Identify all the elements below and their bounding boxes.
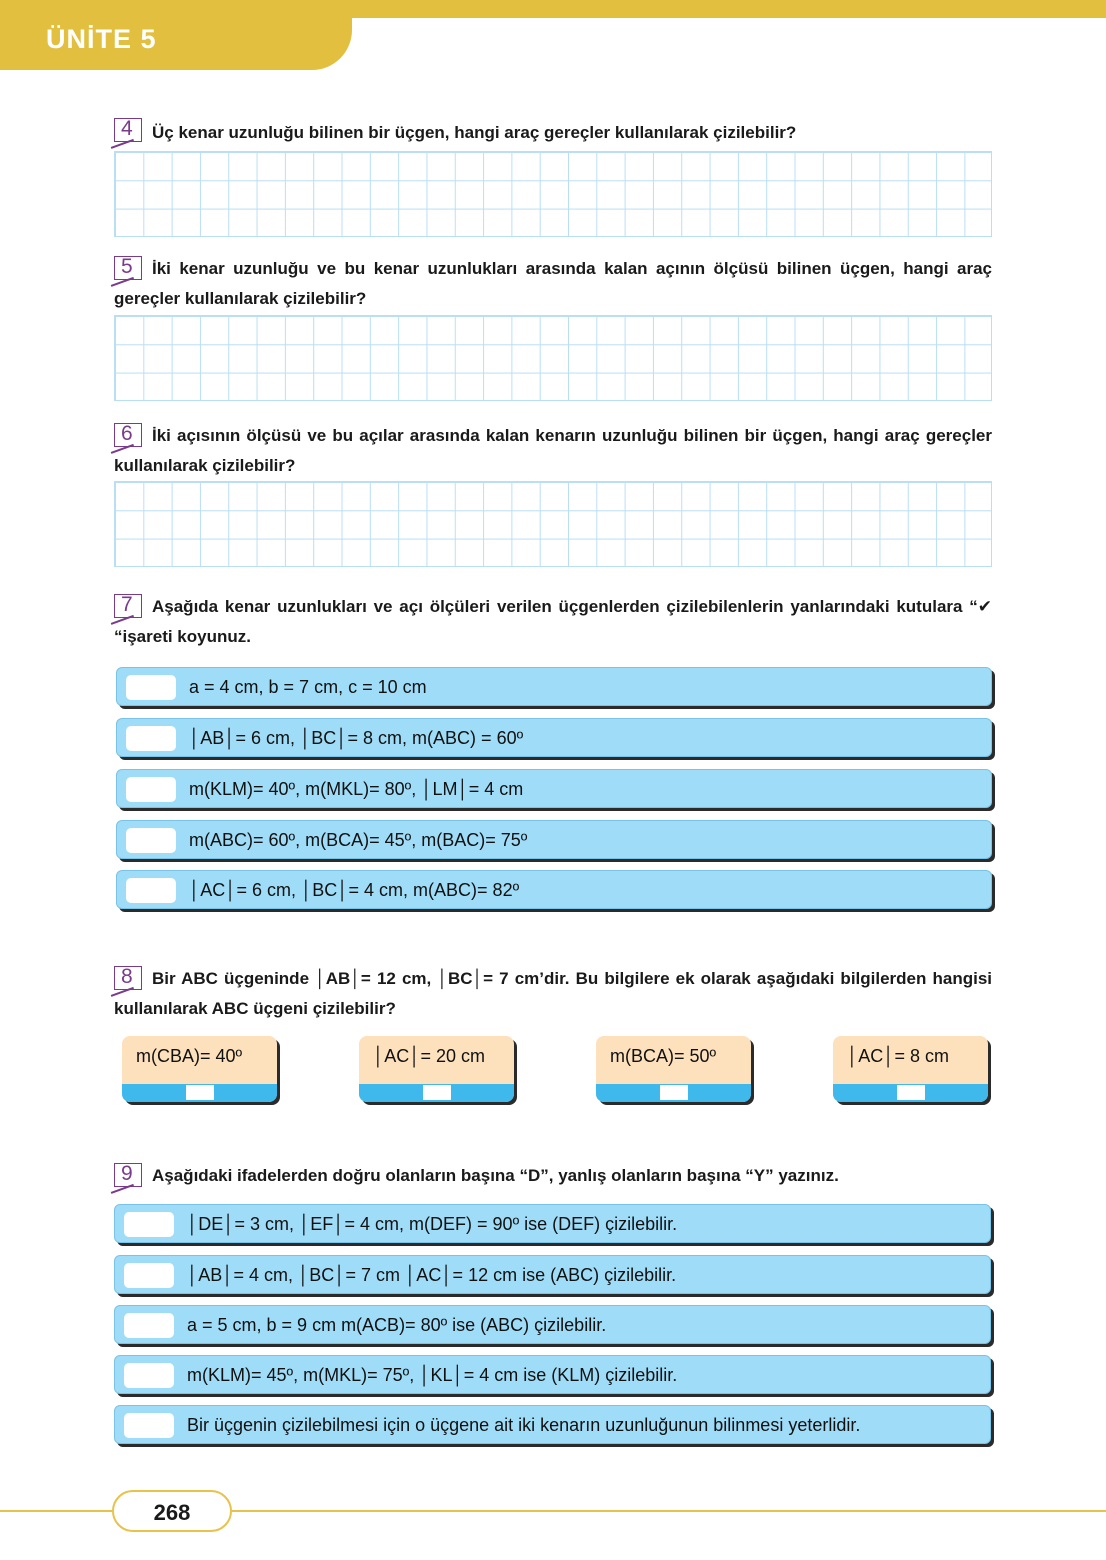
answer-grid-6[interactable] (114, 481, 992, 567)
unit-label: ÜNİTE 5 (46, 24, 157, 54)
checkbox[interactable] (126, 726, 176, 751)
q9-item-2: │AB│= 4 cm, │BC│= 7 cm │AC│= 12 cm ise (ABC) çizilebilir. (114, 1255, 991, 1294)
answer-box[interactable] (124, 1413, 174, 1438)
answer-box[interactable] (124, 1212, 174, 1237)
question-5-text: İki kenar uzunluğu ve bu kenar uzunlukları arasında kalan açının ölçüsü bilinen üçgen, hangi araç gereçler kullanılarak çizilebilir? (114, 259, 992, 308)
question-number-4: 4 (114, 118, 144, 146)
q8-option-4[interactable]: │AC│= 8 cm (833, 1036, 988, 1102)
q9-item-1: │DE│= 3 cm, │EF│= 4 cm, m(DEF) = 90º ise (DEF) çizilebilir. (114, 1204, 991, 1243)
answer-box[interactable] (660, 1085, 688, 1100)
q7-item-3: m(KLM)= 40º, m(MKL)= 80º, │LM│= 4 cm (116, 769, 992, 808)
q8-option-2[interactable]: │AC│= 20 cm (359, 1036, 514, 1102)
q7-item-1: a = 4 cm, b = 7 cm, c = 10 cm (116, 667, 992, 706)
q8-option-3[interactable]: m(BCA)= 50º (596, 1036, 751, 1102)
q9-item-5: Bir üçgenin çizilebilmesi için o üçgene ait iki kenarın uzunluğunun bilinmesi yeterlidir. (114, 1405, 991, 1444)
question-number-7: 7 (114, 594, 144, 622)
unit-tab (0, 0, 352, 70)
page-number-badge (112, 1490, 232, 1532)
answer-box[interactable] (897, 1085, 925, 1100)
q7-item-5: │AC│= 6 cm, │BC│= 4 cm, m(ABC)= 82º (116, 870, 992, 909)
q9-item-3: a = 5 cm, b = 9 cm m(ACB)= 80º ise (ABC) çizilebilir. (114, 1305, 991, 1344)
q8-option-1[interactable]: m(CBA)= 40º (122, 1036, 277, 1102)
question-8-text: Bir ABC üçgeninde │AB│= 12 cm, │BC│= 7 cm’dir. Bu bilgilere ek olarak aşağıdaki bilgilerden hangisi kullanılarak ABC üçgeni çizilebilir? (114, 969, 992, 1018)
q9-item-4: m(KLM)= 45º, m(MKL)= 75º, │KL│= 4 cm ise (KLM) çizilebilir. (114, 1355, 991, 1394)
question-6-text: İki açısının ölçüsü ve bu açılar arasında kalan kenarın uzunluğu bilinen bir üçgen, hangi araç gereçler kullanılarak çizilebilir? (114, 426, 992, 475)
answer-grid-4[interactable] (114, 151, 992, 237)
question-7-text: Aşağıda kenar uzunlukları ve açı ölçüleri verilen üçgenlerden çizilebilenlerin yanlarındaki kutulara “✔ “işareti koyunuz. (114, 597, 992, 646)
question-9-text: Aşağıdaki ifadelerden doğru olanların başına “D”, yanlış olanların başına “Y” yazınız. (152, 1166, 839, 1185)
q7-item-2: │AB│= 6 cm, │BC│= 8 cm, m(ABC) = 60º (116, 718, 992, 757)
answer-box[interactable] (124, 1363, 174, 1388)
answer-box[interactable] (186, 1085, 214, 1100)
question-4-text: Üç kenar uzunluğu bilinen bir üçgen, hangi araç gereçler kullanılarak çizilebilir? (152, 123, 797, 142)
page-number: 268 (153, 1500, 191, 1525)
footer-rule-right (232, 1510, 1106, 1512)
checkbox[interactable] (126, 675, 176, 700)
footer-rule-left (0, 1510, 112, 1512)
checkbox[interactable] (126, 878, 176, 903)
question-number-6: 6 (114, 423, 144, 451)
answer-box[interactable] (423, 1085, 451, 1100)
answer-grid-5[interactable] (114, 315, 992, 401)
checkbox[interactable] (126, 828, 176, 853)
checkbox[interactable] (126, 777, 176, 802)
answer-box[interactable] (124, 1313, 174, 1338)
question-number-9: 9 (114, 1163, 144, 1191)
q7-item-4: m(ABC)= 60º, m(BCA)= 45º, m(BAC)= 75º (116, 820, 992, 859)
question-number-8: 8 (114, 966, 144, 994)
answer-box[interactable] (124, 1263, 174, 1288)
question-number-5: 5 (114, 256, 144, 284)
